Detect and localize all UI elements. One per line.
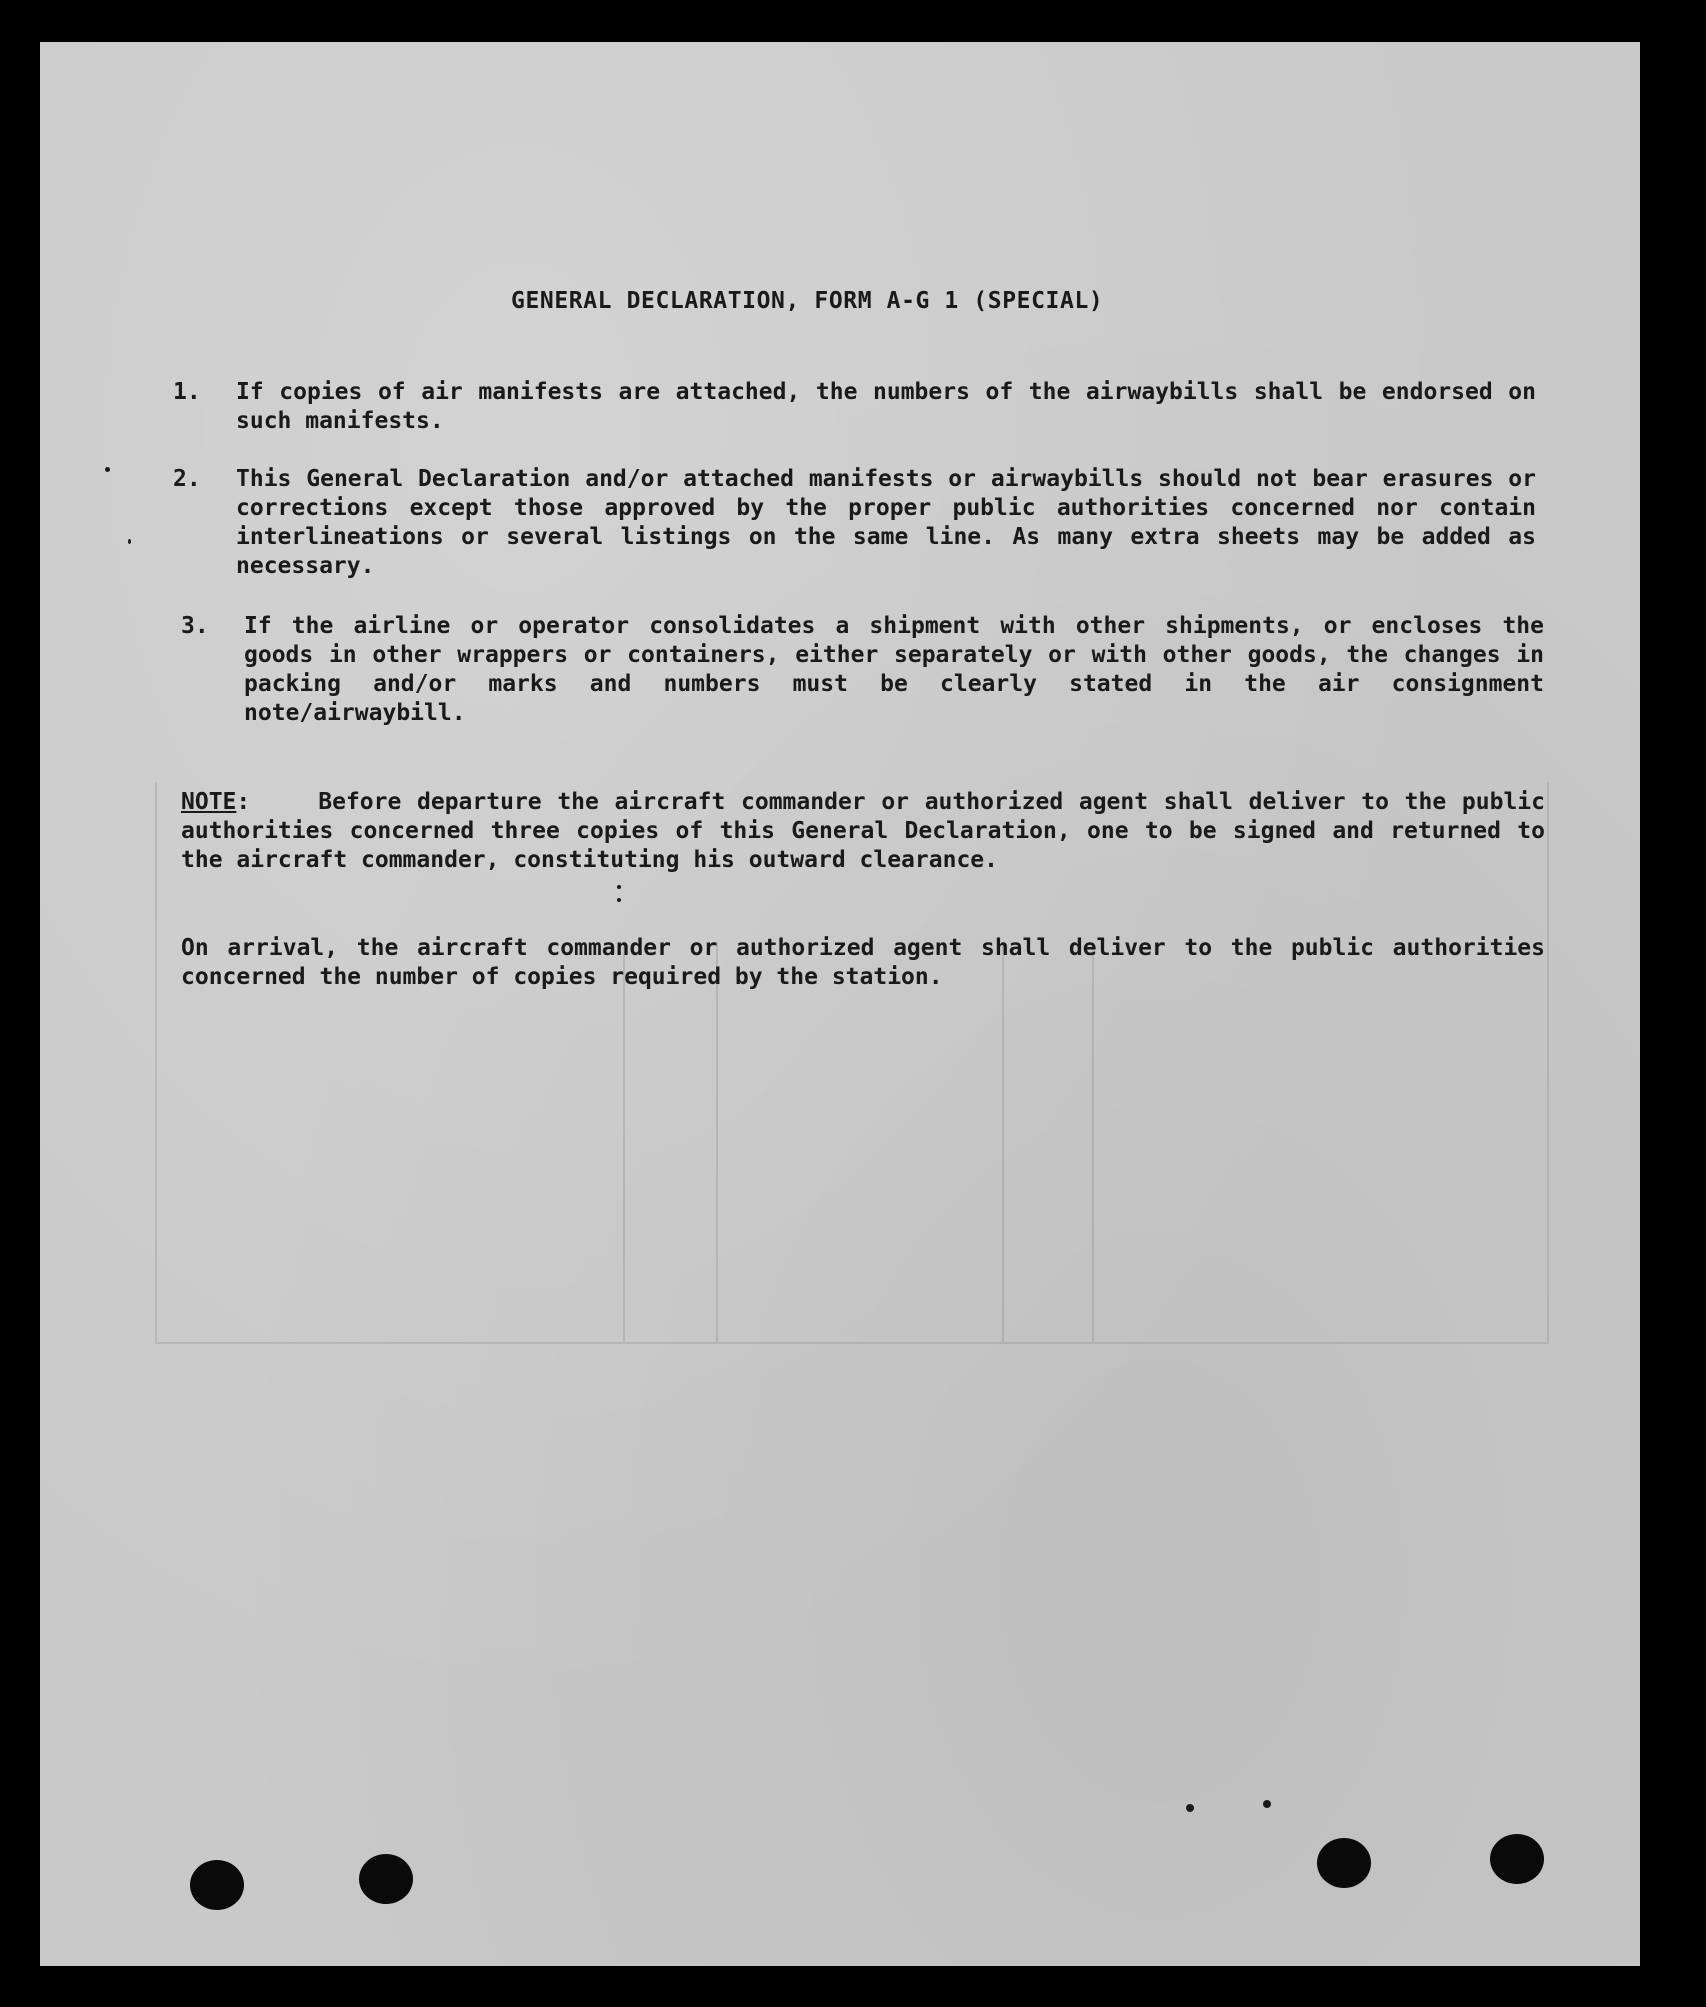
speck [105,467,110,472]
note-label: NOTE [181,789,237,815]
punch-hole [190,1860,244,1910]
page-title: GENERAL DECLARATION, FORM A-G 1 (SPECIAL) [511,288,1104,314]
note-text: Before departure the aircraft commander or authorized agent shall deliver to the public authorities concerned three copies of this General Declaration, one to be signed and returned to the aircraft commander, constituting his outward clearance. [181,789,1545,873]
speck [617,898,621,902]
note-colon: : [236,789,251,815]
item-number: 2. [173,466,201,492]
bleed-through-line [716,942,718,1342]
bleed-through-line [1092,942,1094,1342]
item-number: 1. [173,379,201,405]
punch-hole [1490,1834,1544,1884]
item-text: If copies of air manifests are attached, the numbers of the airwaybills shall be endorsed on such manifests. [236,379,1536,434]
speck [1186,1804,1194,1812]
speck [128,539,131,544]
arrival-paragraph: On arrival, the aircraft commander or authorized agent shall deliver to the public authorities concerned the number of copies required by the station. [181,935,1545,990]
speck [1263,1800,1271,1808]
bleed-through-line [1002,942,1004,1342]
bleed-through-line [623,942,625,1342]
punch-hole [359,1854,413,1904]
punch-hole [1317,1838,1371,1888]
speck [617,885,621,889]
item-number: 3. [181,613,209,639]
document-page [40,42,1640,1966]
item-text: If the airline or operator consolidates a shipment with other shipments, or encloses the goods in other wrappers or containers, either separately or with other goods, the changes in packing and/or marks and numbers must be clearly stated in the air consignment note/airwaybill. [244,613,1544,726]
note-paragraph [181,788,1545,875]
item-text: This General Declaration and/or attached manifests or airwaybills should not bear erasures or corrections except those approved by the proper public authorities concerned nor contain interlineations or several listings on the same line. As many extra sheets may be added as necessary. [236,466,1536,579]
